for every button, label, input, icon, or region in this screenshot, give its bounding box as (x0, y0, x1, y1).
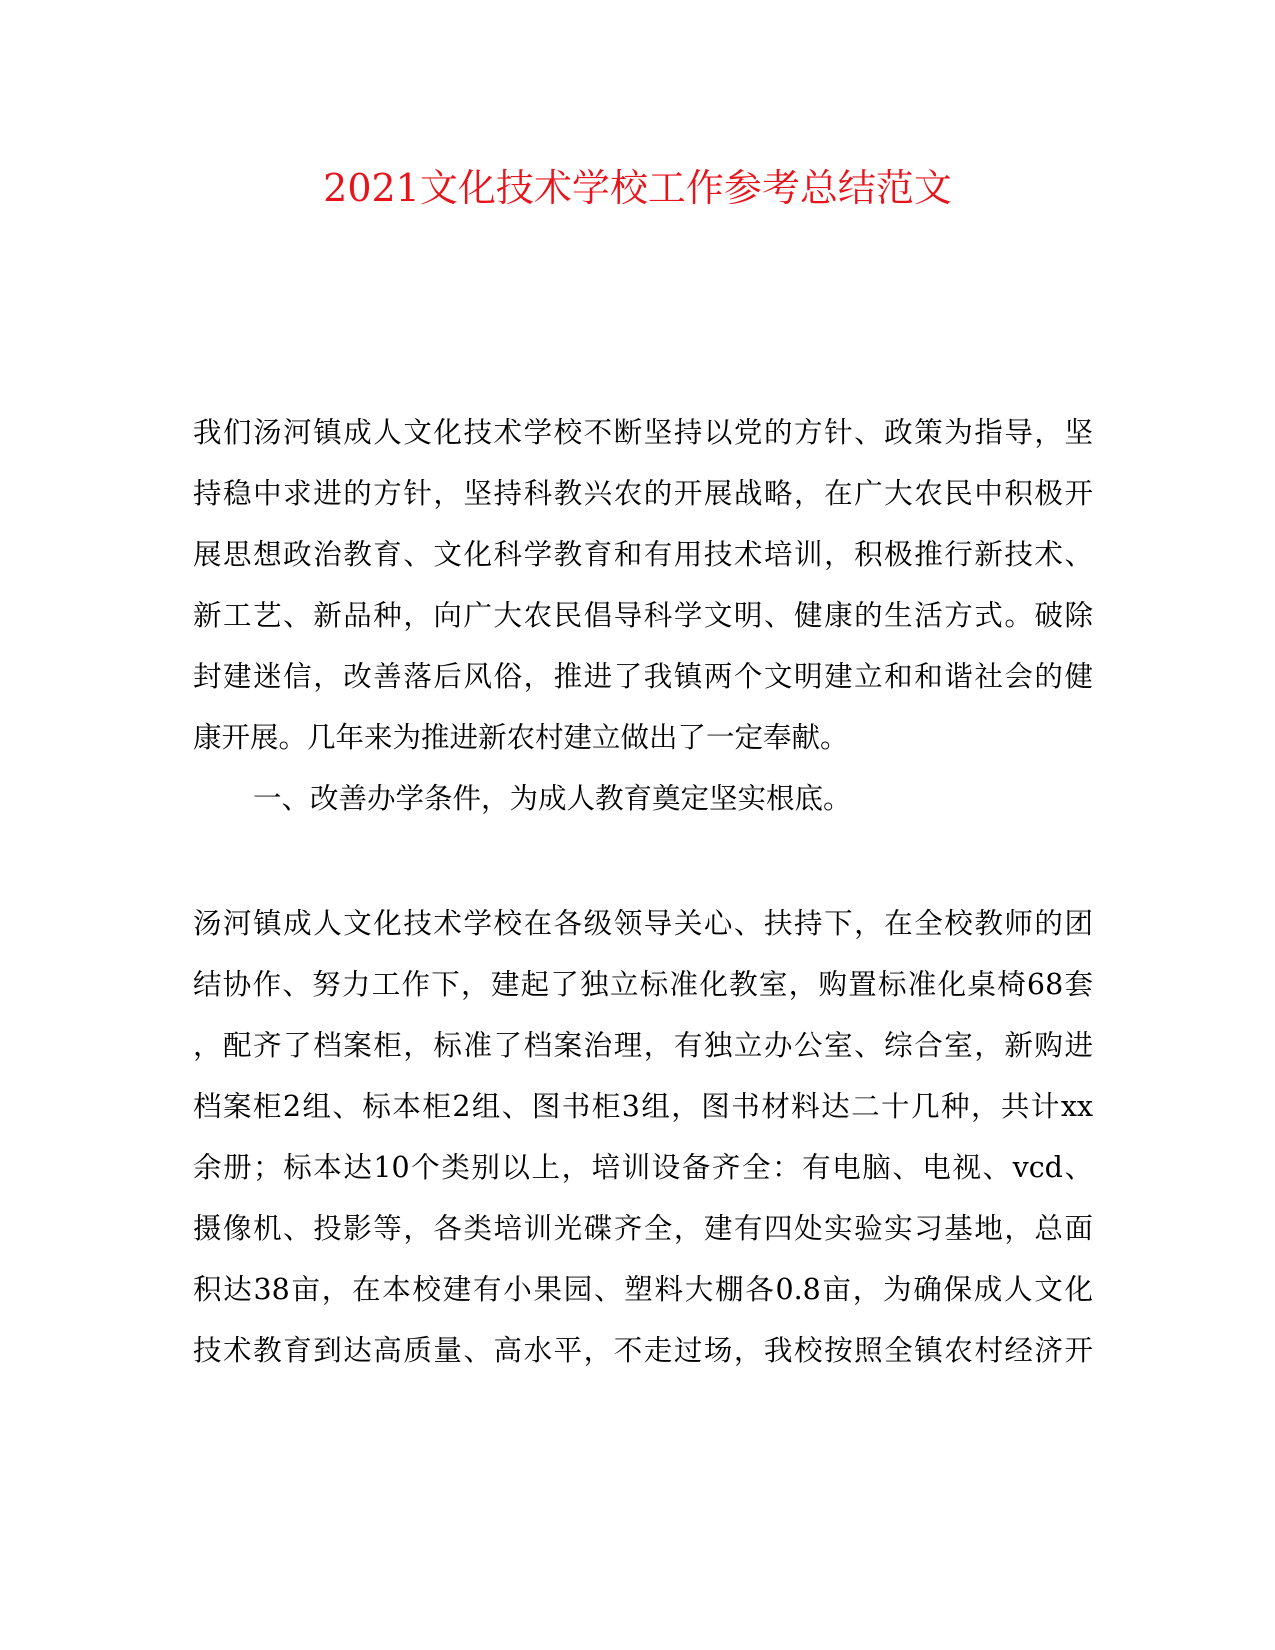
section-heading-1: 一、改善办学条件，为成人教育奠定坚实根底。 (253, 782, 852, 815)
paragraph-1-line-2: 持稳中求进的方针，坚持科教兴农的开展战略，在广大农民中积极开 (193, 477, 1093, 510)
paragraph-1-line-4: 新工艺、新品种，向广大农民倡导科学文明、健康的生活方式。破除 (193, 599, 1093, 632)
paragraph-2-line-3: ，配齐了档案柜，标准了档案治理，有独立办公室、综合室，新购进 (193, 1029, 1093, 1062)
paragraph-1-line-3: 展思想政治教育、文化科学教育和有用技术培训，积极推行新技术、 (193, 538, 1093, 571)
paragraph-2-line-1: 汤河镇成人文化技术学校在各级领导关心、扶持下，在全校教师的团 (193, 907, 1093, 940)
paragraph-2-line-2: 结协作、努力工作下，建起了独立标准化教室，购置标准化桌椅68套 (193, 968, 1093, 1001)
document-title: 2021文化技术学校工作参考总结范文 (323, 166, 952, 210)
paragraph-2-line-8: 技术教育到达高质量、高水平，不走过场，我校按照全镇农村经济开 (193, 1334, 1093, 1367)
paragraph-2-line-5: 余册；标本达10个类别以上，培训设备齐全：有电脑、电视、vcd、 (193, 1151, 1093, 1184)
paragraph-1-line-1: 我们汤河镇成人文化技术学校不断坚持以党的方针、政策为指导，坚 (193, 416, 1093, 449)
paragraph-2-line-4: 档案柜2组、标本柜2组、图书柜3组，图书材料达二十几种，共计xx (193, 1090, 1093, 1123)
paragraph-2-line-6: 摄像机、投影等，各类培训光碟齐全，建有四处实验实习基地，总面 (193, 1212, 1093, 1245)
paragraph-1-line-6: 康开展。几年来为推进新农村建立做出了一定奉献。 (193, 721, 849, 754)
paragraph-2-line-7: 积达38亩，在本校建有小果园、塑料大棚各0.8亩，为确保成人文化 (193, 1273, 1093, 1306)
paragraph-1-line-5: 封建迷信，改善落后风俗，推进了我镇两个文明建立和和谐社会的健 (193, 660, 1093, 693)
